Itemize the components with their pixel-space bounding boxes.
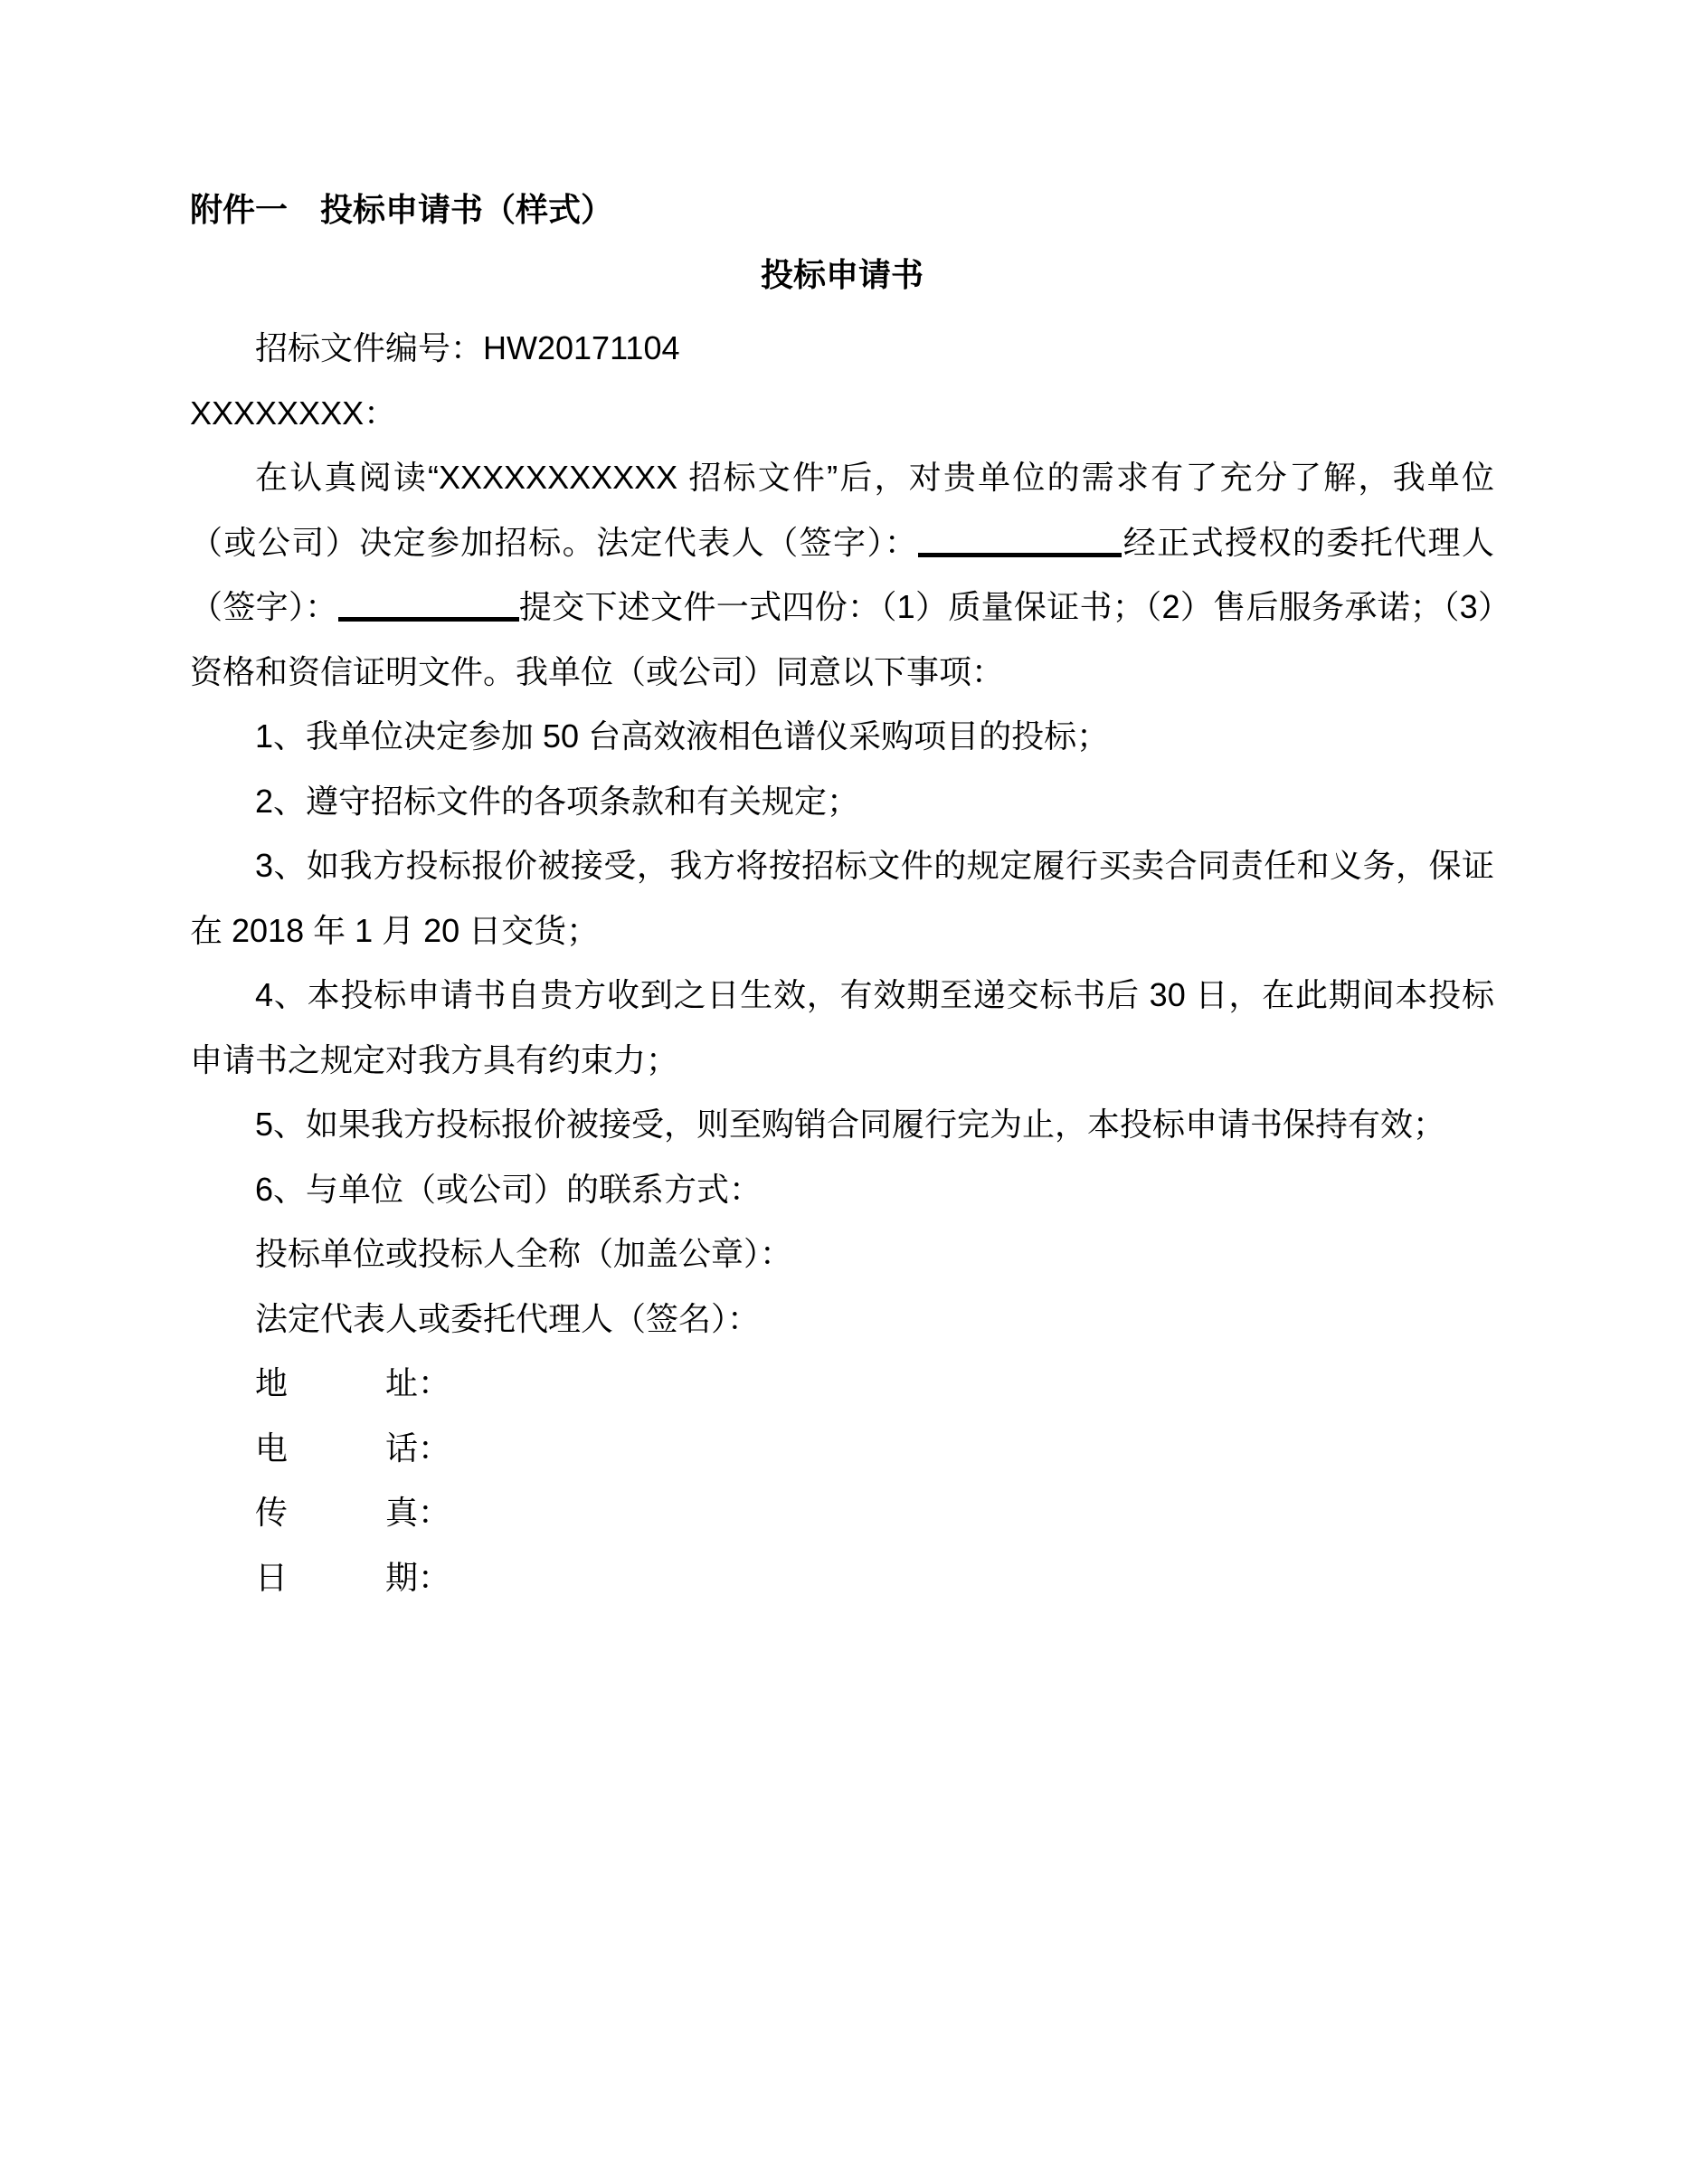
list-item-1: 1、我单位决定参加 50 台高效液相色谱仪采购项目的投标； [255,717,1110,755]
legal-representative-signature-blank [918,525,1122,557]
fax-line: 传 真： [255,1494,451,1531]
salutation-line: XXXXXXXX： [190,394,397,432]
tender-doc-number-line [190,316,1494,381]
list-item-6: 6、与单位（或公司）的联系方式： [255,1170,762,1208]
list-item-5: 5、如果我方投标报价被接受，则至购销合同履行完为止，本投标申请书保持有效； [255,1106,1446,1143]
address-line: 地 址： [255,1364,451,1401]
tender-doc-number-value: HW20171104 [483,329,680,366]
tender-doc-number-label: 招标文件编号： [255,329,484,366]
list-item-4: 4、本投标申请书自贵方收到之日生效，有效期至递交标书后 30 日，在此期间本投标申请书之规定对我方具有约束力； [190,976,1494,1078]
intro-text-3: 提交下述文件一式四份：（1）质量保证书；（2）售后服务承诺；（3）资格和资信证明文件。我单位（或公司）同意以下事项： [190,588,1494,690]
intro-text-1: 在认真阅读“XXXXXXXXXXX 招标文件”后，对贵单位的需求有了充分了解，我单位（或公司）决定参加招标。法定代表人（签字）： [190,459,1494,561]
bidder-fullname-line: 投标单位或投标人全称（加盖公章）： [255,1235,793,1272]
list-item-2: 2、遵守招标文件的各项条款和有关规定； [255,782,860,820]
authorized-agent-signature-blank [338,590,519,622]
intro-text-2: 经正式授权的委托代理人（签字）： [190,523,1494,625]
list-item-3: 3、如我方投标报价被接受，我方将按招标文件的规定履行买卖合同责任和义务，保证在 2018 年 1 月 20 日交货； [190,847,1494,949]
document-title: 投标申请书 [760,255,924,293]
date-line: 日 期： [255,1558,451,1596]
intro-paragraph [190,445,1494,704]
attachment-heading: 附件一 投标申请书（样式） [190,191,614,228]
phone-line: 电 话： [255,1429,451,1467]
signer-name-line: 法定代表人或委托代理人（签名）： [255,1299,761,1337]
